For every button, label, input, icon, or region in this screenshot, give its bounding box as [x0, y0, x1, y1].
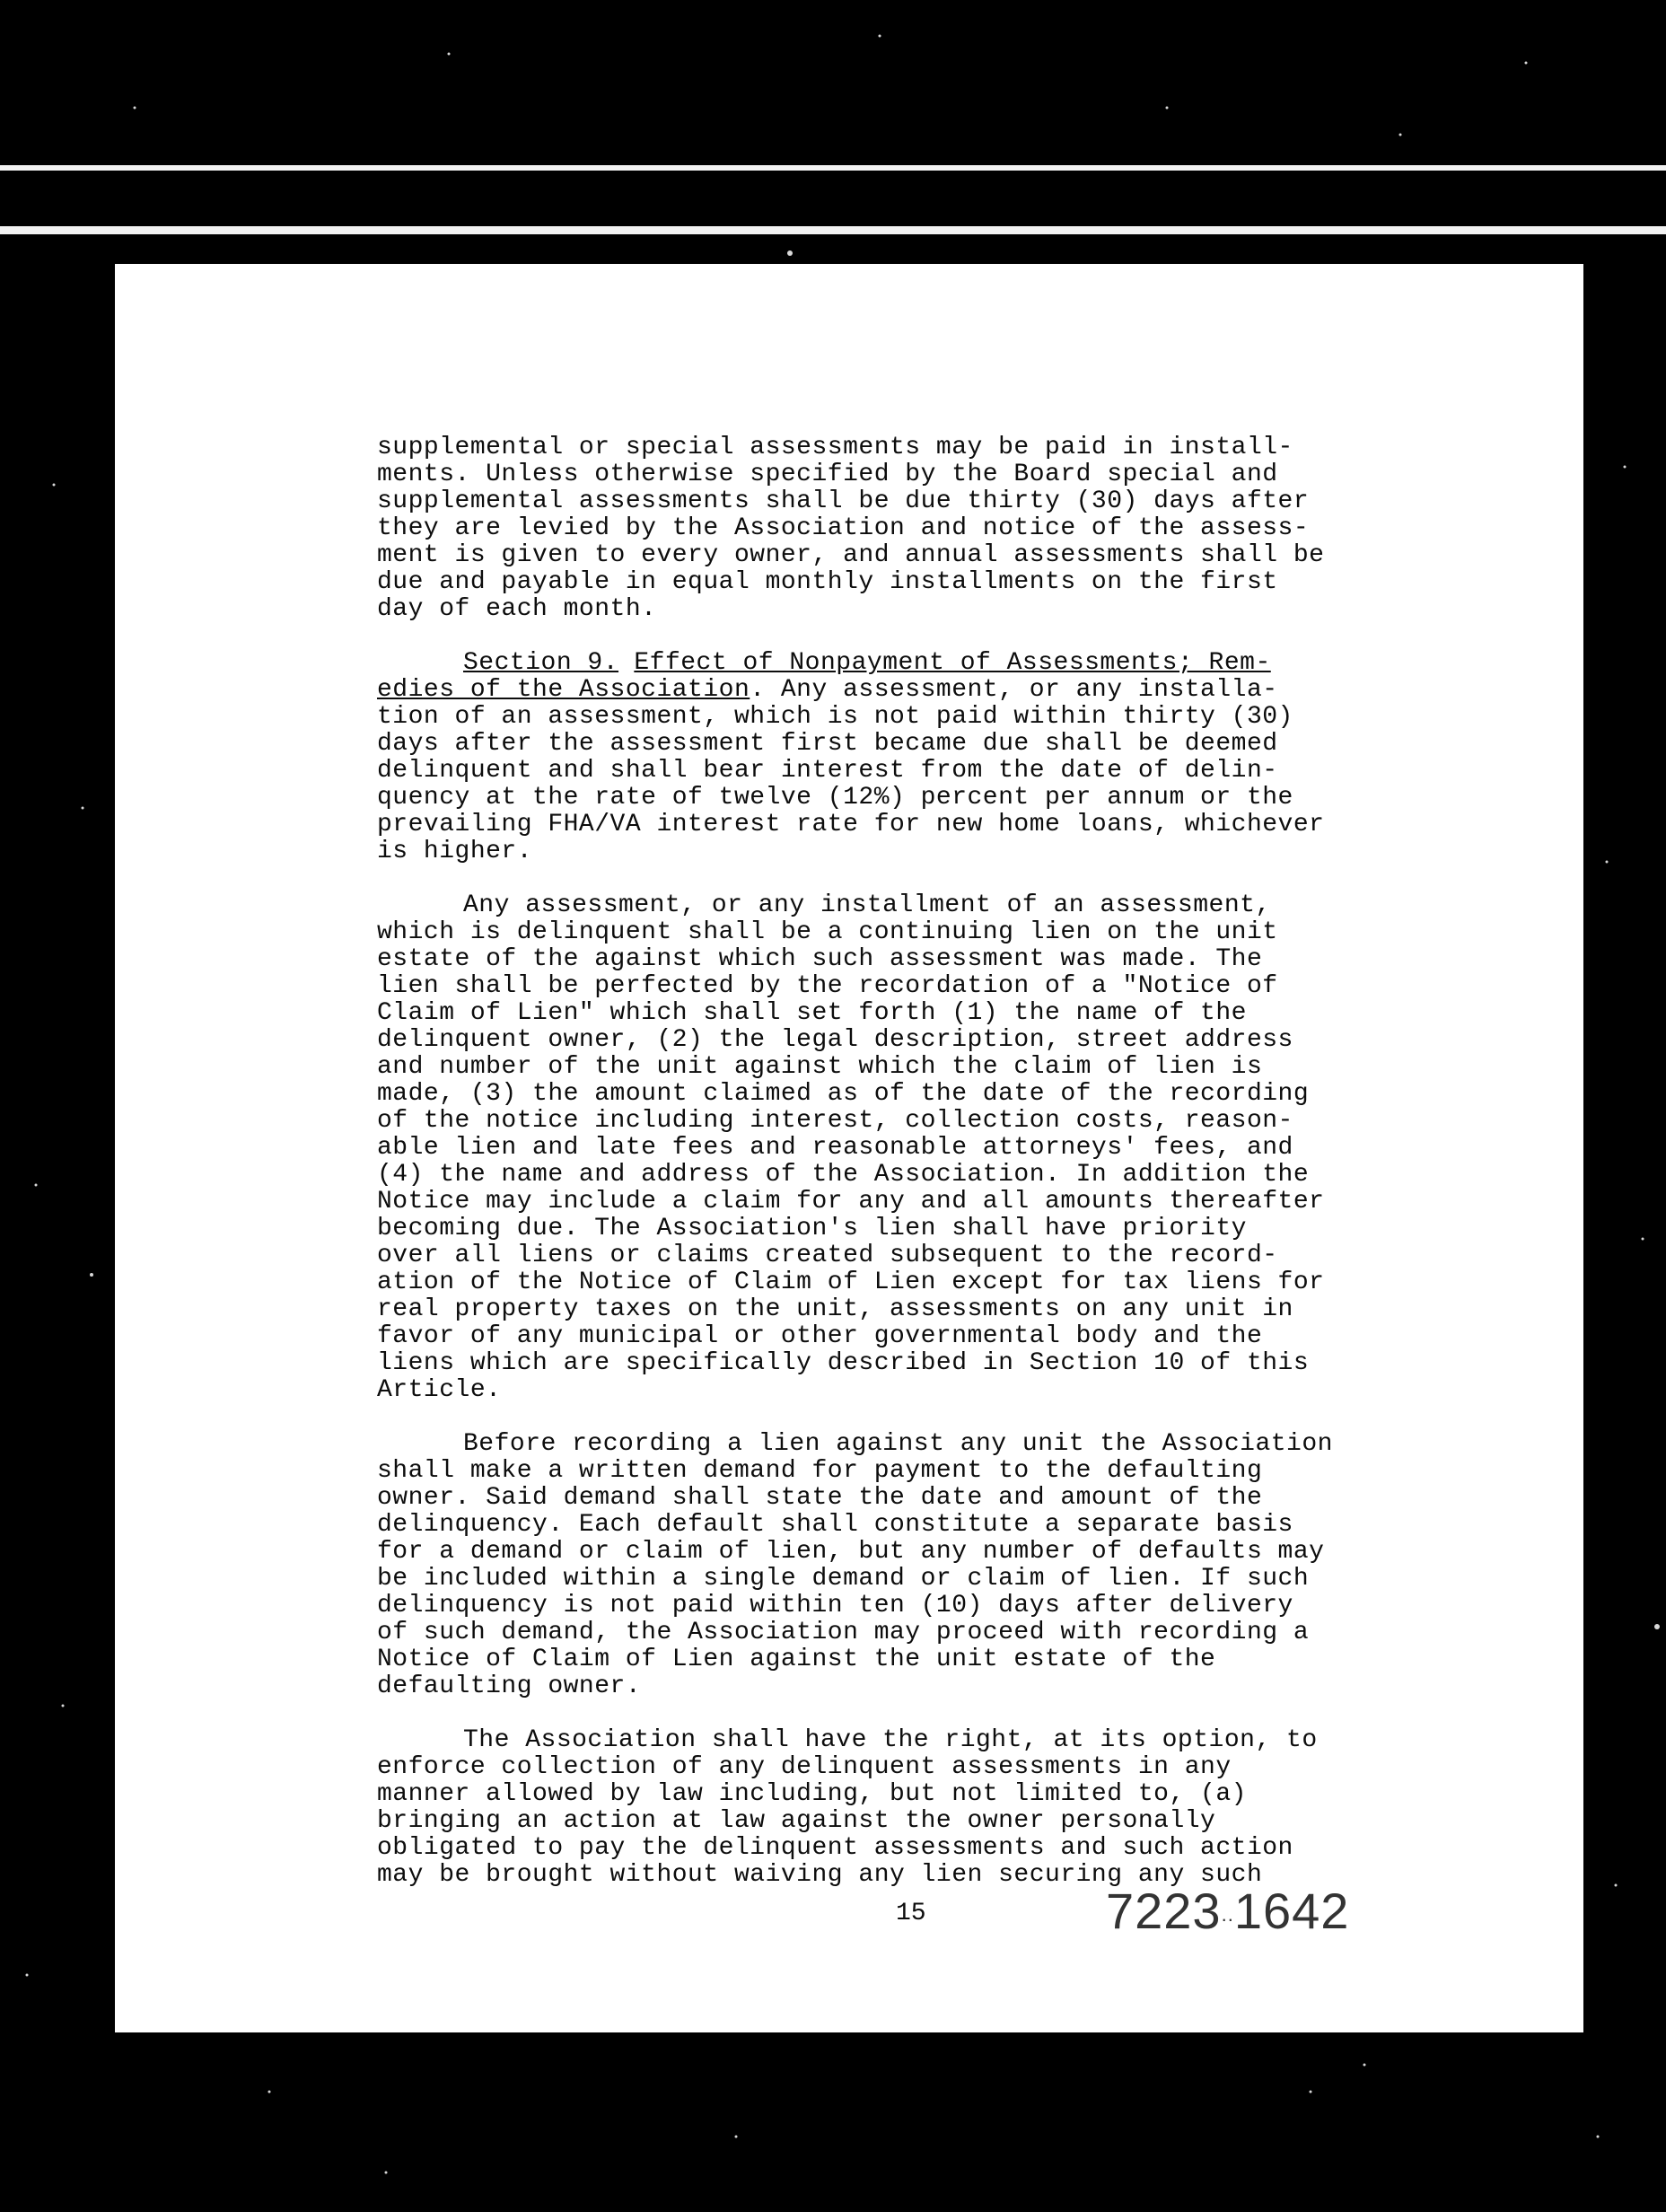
section-9-title-line2: edies of the Association	[377, 676, 750, 704]
section-9-label: Section 9.	[463, 649, 619, 677]
page-number: 15	[896, 1900, 926, 1927]
stamp-middle: ..	[1221, 1903, 1234, 1927]
paragraph-lien: Any assessment, or any installment of an assessment, which is delinquent shall be a continuing lien on the unit estate of the against which such assessment was made. The lien shall be perfected by the recordation of a "Notice of Claim of Lien" which shall set forth (1) the name of the delinquent owner, (2) the legal description, street address and number of the unit against which the claim of lien is made, (3) the amount claimed as of the date of the recording of the notice including interest, collection costs, reason- able lien and late fees and reasonable attorneys' fees, and (4) the name and address of the Association. In addition the Notice may include a claim for any and all amounts thereafter becoming due. The Association's lien shall have priority over all liens or claims created subsequent to the record- ation of the Notice of Claim of Lien except for tax liens for real property taxes on the unit, assessments on any unit in favor of any municipal or other governmental body and the liens which are specifically described in Section 10 of this Article.	[377, 891, 1325, 1404]
paragraph-enforce: The Association shall have the right, at its option, to enforce collection of any delinquent assessments in any manner allowed by law including, but not limited to, (a) bringing an action at law against the owner personally obligated to pay the delinquent assessments and such action may be brought without waiving any lien securing any such	[377, 1726, 1318, 1889]
section-9-body: . Any assessment, or any installa- tion of an assessment, which is not paid within thirty (30) days after the assessment first became due shall be deemed delinquent and shall bear interest from the date of delin- quency at the rate of twelve (12%) percent per annum or the prevailing FHA/VA interest rate for new home loans, whichever is higher.	[377, 676, 1325, 865]
document-page	[115, 264, 1583, 2032]
document-body	[377, 434, 1490, 1916]
recording-stamp-number	[1106, 1882, 1349, 1940]
paragraph-demand: Before recording a lien against any unit the Association shall make a written demand for payment to the defaulting owner. Said demand shall state the date and amount of the delinquency. Each default shall constitute a separate basis for a demand or claim of lien, but any number of defaults may be included within a single demand or claim of lien. If such delinquency is not paid within ten (10) days after delivery of such demand, the Association may proceed with recording a Notice of Claim of Lien against the unit estate of the defaulting owner.	[377, 1430, 1333, 1700]
section-9-paragraph	[377, 650, 1490, 865]
stamp-right: 1642	[1233, 1883, 1350, 1939]
paragraph-installments: supplemental or special assessments may be paid in install- ments. Unless otherwise specified by the Board special and supplemental assessments shall be due thirty (30) days after they are levied by the Association and notice of the assess- ment is given to every owner, and annual assessments shall be due and payable in equal monthly installments on the first day of each month.	[377, 434, 1325, 623]
section-9-title-line1: Effect of Nonpayment of Assessments; Rem-	[634, 649, 1271, 677]
stamp-left: 7223	[1106, 1883, 1222, 1939]
